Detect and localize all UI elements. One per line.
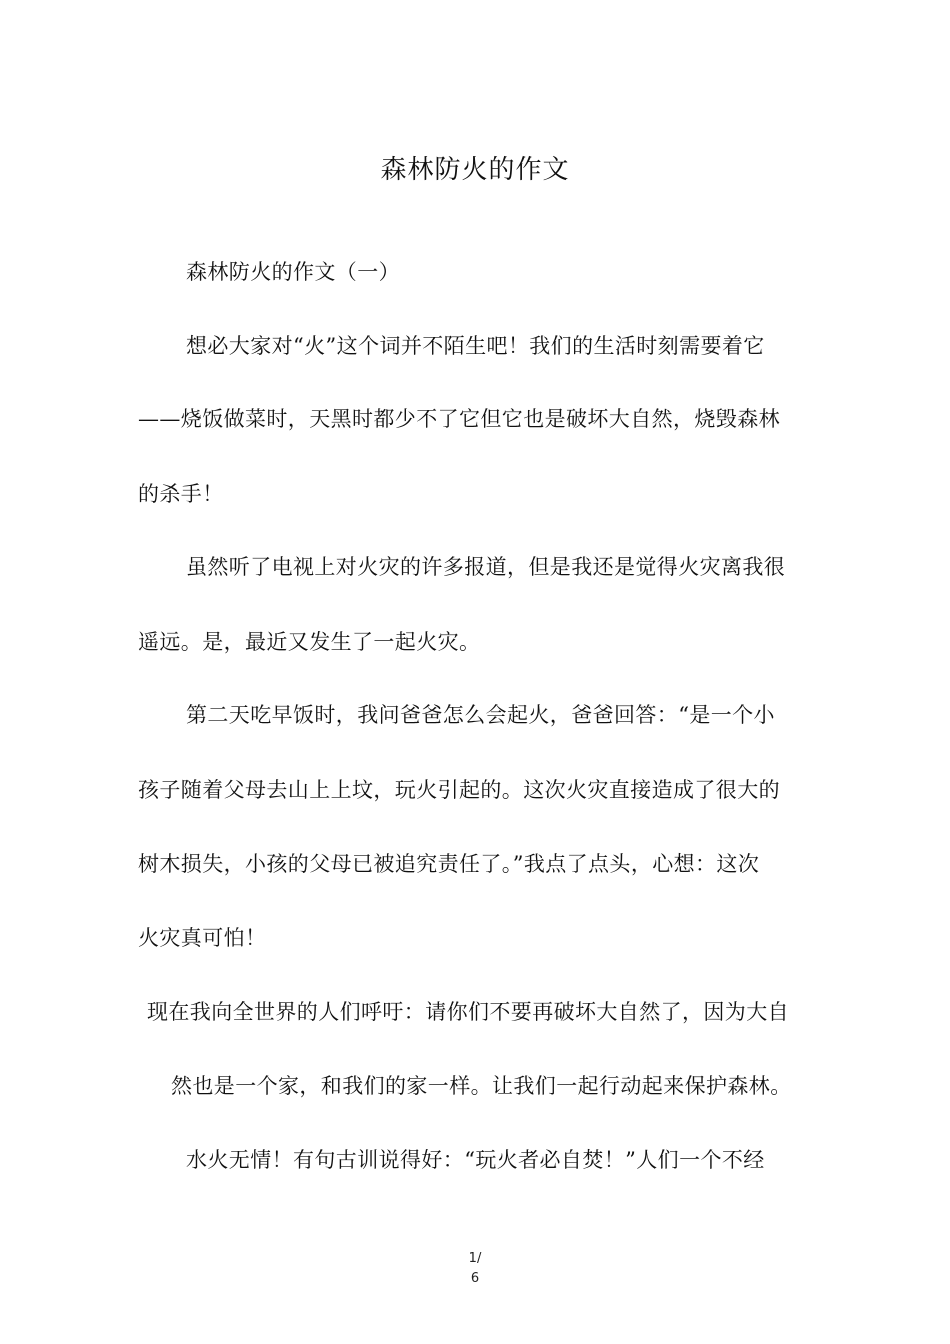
paragraph-line: 现在我向全世界的人们呼吁：请你们不要再破坏大自然了，因为大自: [147, 1000, 789, 1024]
paragraph-line: 树木损失，小孩的父母已被追究责任了。”我点了点头，心想：这次: [138, 852, 760, 876]
paragraph-line: 想必大家对“火”这个词并不陌生吧！我们的生活时刻需要着它: [186, 334, 765, 358]
page-number: 1/: [468, 1251, 482, 1266]
paragraph-line: 遥远。是，最近又发生了一起火灾。: [138, 630, 481, 654]
paragraph-line: 然也是一个家，和我们的家一样。让我们一起行动起来保护森林。: [171, 1074, 792, 1098]
page-count: 6: [470, 1271, 480, 1286]
section-heading: 森林防火的作文（一）: [186, 260, 400, 284]
paragraph-line: 火灾真可怕！: [138, 926, 267, 950]
paragraph-line: 第二天吃早饭时，我问爸爸怎么会起火，爸爸回答：“是一个小: [186, 703, 775, 727]
paragraph-line: 水火无情！有句古训说得好：“玩火者必自焚！”人们一个不经: [186, 1148, 765, 1172]
paragraph-line: ——烧饭做菜时，天黑时都少不了它但它也是破坏大自然，烧毁森林: [138, 407, 780, 431]
paragraph-line: 孩子随着父母去山上上坟，玩火引起的。这次火灾直接造成了很大的: [138, 778, 780, 802]
document-title: 森林防火的作文: [380, 155, 570, 185]
paragraph-line: 虽然听了电视上对火灾的许多报道，但是我还是觉得火灾离我很: [186, 555, 786, 579]
paragraph-line: 的杀手！: [138, 482, 224, 506]
